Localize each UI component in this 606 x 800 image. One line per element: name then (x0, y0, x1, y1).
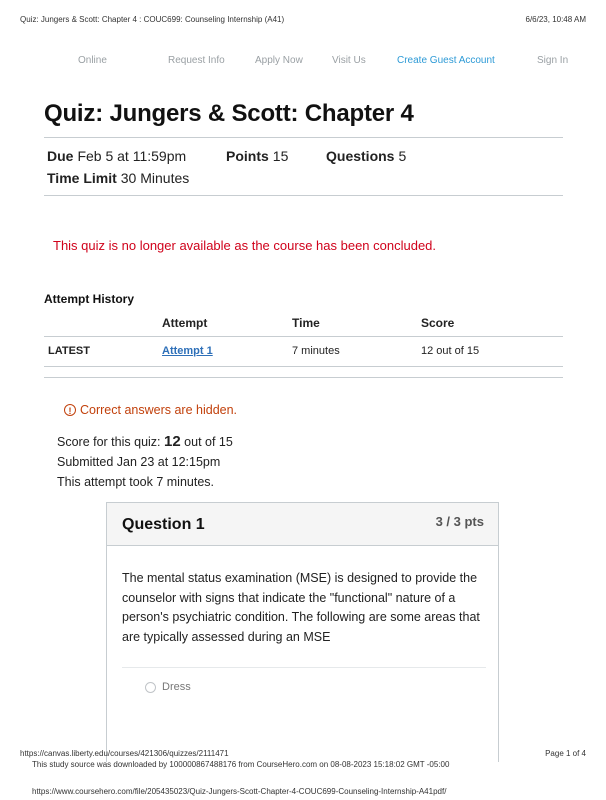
attempt-history-title: Attempt History (44, 292, 135, 306)
answer-option-label: Dress (162, 681, 191, 693)
source-note: This study source was downloaded by 100000867488176 from CourseHero.com on 08-08-2023 15:18:02 GMT -05:00 (32, 760, 450, 769)
column-header-score: Score (421, 312, 563, 337)
attempt-history-table (44, 312, 563, 367)
nav-request-info[interactable]: Request Info (168, 55, 225, 66)
time-limit-value: 30 Minutes (120, 170, 190, 186)
score-prefix: Score for this quiz: (57, 435, 161, 449)
score-summary (57, 433, 233, 450)
attempt-link[interactable]: Attempt 1 (162, 345, 213, 357)
question-title: Question 1 (122, 516, 205, 533)
divider (122, 667, 486, 668)
points-value: 15 (272, 148, 289, 164)
submitted-text: Submitted Jan 23 at 12:15pm (57, 455, 221, 469)
page-number: Page 1 of 4 (545, 749, 586, 758)
time-limit-label: Time Limit (47, 170, 117, 186)
question-text: The mental status examination (MSE) is designed to provide the counselor with signs that indicate the "functional" nature of a person's psychiatric condition. The following are some areas that are typically assessed during an MSE (122, 571, 480, 644)
radio-button[interactable] (145, 682, 156, 693)
bottom-url: https://www.coursehero.com/file/205435023/Quiz-Jungers-Scott-Chapter-4-COUC699-Counseling-Internship-A41pdf/ (32, 787, 447, 796)
print-header-title: Quiz: Jungers & Scott: Chapter 4 : COUC699: Counseling Internship (A41) (20, 15, 285, 24)
questions-value: 5 (398, 148, 407, 164)
top-nav (0, 55, 606, 69)
print-header-datetime: 6/6/23, 10:48 AM (525, 15, 586, 24)
nav-sign-in[interactable]: Sign In (537, 55, 569, 66)
points-label: Points (226, 148, 269, 164)
correct-answers-hidden-notice (64, 403, 237, 417)
hidden-notice-text: Correct answers are hidden. (80, 403, 238, 417)
divider (44, 377, 563, 378)
attempt-score: 12 out of 15 (421, 337, 563, 367)
nav-online[interactable]: Online (78, 55, 107, 66)
page-title: Quiz: Jungers & Scott: Chapter 4 (44, 100, 414, 127)
divider (44, 137, 563, 138)
info-circle-icon: ! (64, 404, 76, 416)
page-url: https://canvas.liberty.edu/courses/421306/quizzes/2111471 (20, 749, 229, 758)
latest-label: LATEST (44, 337, 162, 367)
question-card (106, 502, 499, 762)
divider (44, 195, 563, 196)
questions-field (326, 148, 406, 164)
column-header-attempt: Attempt (162, 312, 292, 337)
question-header (107, 503, 498, 546)
table-row (44, 337, 563, 367)
due-label: Due (47, 148, 74, 164)
table-header-row (44, 312, 563, 337)
answer-option[interactable] (145, 681, 191, 693)
attempt-duration-text: This attempt took 7 minutes. (57, 475, 215, 489)
due-field (47, 148, 186, 164)
time-limit-field (47, 170, 189, 186)
column-header-time: Time (292, 312, 421, 337)
attempt-time: 7 minutes (292, 337, 421, 367)
nav-apply-now[interactable]: Apply Now (255, 55, 303, 66)
due-value: Feb 5 at 11:59pm (77, 148, 187, 164)
nav-visit-us[interactable]: Visit Us (332, 55, 366, 66)
questions-label: Questions (326, 148, 395, 164)
score-value: 12 (164, 433, 181, 450)
nav-create-guest-account[interactable]: Create Guest Account (397, 55, 495, 66)
column-header (44, 312, 162, 337)
print-header (20, 15, 586, 27)
score-suffix: out of 15 (184, 435, 233, 449)
question-points: 3 / 3 pts (435, 514, 484, 529)
quiz-unavailable-notice: This quiz is no longer available as the course has been concluded. (53, 238, 437, 253)
points-field (226, 148, 288, 164)
